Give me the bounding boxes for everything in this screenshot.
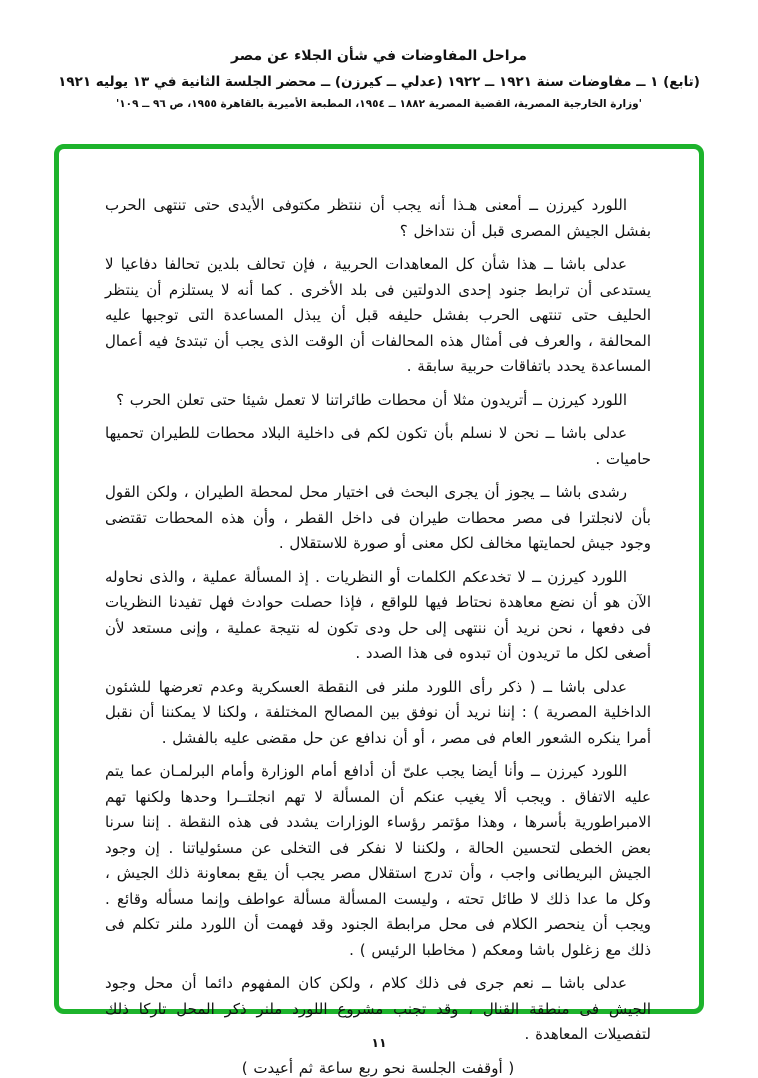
page-number: ١١ xyxy=(371,1035,387,1050)
source-citation: 'وزارة الخارجية المصرية، القضية المصرية ١٨٨٢ ــ ١٩٥٤، المطبعة الأميرية بالقاهرة ١٩٥٥، ص ٩٦ ــ ١٠٩' xyxy=(116,98,642,110)
dialogue-paragraph-curzon-3: اللورد كيرزن ــ لا تخدعكم الكلمات أو النظريات . إذ المسألة عملية ، والذى نحاوله الآن هو أن نضع معاهدة نحتاط فيها للواقع ، فإذا حصلت حوادث فهل تفيدنا النظريات فى دفعها ، نحن نريد أن ننتهى إلى حل ودى تكون له نتيجة عملية ، وإنى مستعد لأن أصغى لكل ما تريدون أن تبدوه فى هذا الصدد . xyxy=(105,567,651,662)
dialogue-paragraph-rushdy-1: رشدى باشا ــ يجوز أن يجرى البحث فى اختيار محل لمحطة الطيران ، ولكن القول بأن لانجلترا فى مصر محطات طيران فى داخل القطر ، وأن هذه المحطات تقتضى وجود جيش لحمايتها مخالف لكل معنى أو صورة للاستقلال . xyxy=(105,483,651,552)
page-title: مراحل المفاوضات في شأن الجلاء عن مصر xyxy=(231,48,527,64)
dialogue-paragraph-adly-2: عدلى باشا ــ نحن لا نسلم بأن تكون لكم فى داخلية البلاد محطات للطيران تحميها حاميات . xyxy=(105,424,651,468)
dialogue-paragraph-curzon-2: اللورد كيرزن ــ أتريدون مثلا أن محطات طائراتنا لا تعمل شيئا حتى تعلن الحرب ؟ xyxy=(116,390,627,409)
dialogue-paragraph-adly-3: عدلى باشا ــ ( ذكر رأى اللورد ملنر فى النقطة العسكرية وعدم تعرضها للشئون الداخلية المصرية ) : إننا نريد أن نوفق بين المصالح المختلفة ، ولكنا لا يمكننا أن نقبل أمرا ينكره الشعور العام فى مصر ، أو أن ندافع عن حل مقضى عليه بالفشل . xyxy=(105,677,651,747)
dialogue-paragraph-curzon-4: اللورد كيرزن ــ وأنا أيضا يجب علىّ أن أدافع أمام الوزارة وأمام البرلمـان عما يتم عليه الاتفاق . ويجب ألا يغيب عنكم أن المسألة لا تهم انجلتــرا وحدها ولكنها تهم الامبراطورية بأسرها ، وهذا مؤتمر رؤساء الوزارات يشدد فى هذه النقطة . إننا سرنا بعض الخطى لتحسين الحالة ، ولكننا لا نفكر فى التخلى عن مسئولياتنا . إن وجود الجيش البريطانى واجب ، وأن تدرج استقلال مصر يجب أن يقع بمعاونة ذلك الجيش ، وكل ما عدا ذلك لا طائل تحته ، وليست المسألة مسألة عواطف وإنما مسأله وقائع . ويجب أن ينحصر الكلام فى محل مرابطة الجنود وقد فهمت أن اللورد ملنر تكلم فى ذلك مع زغلول باشا ومعكم ( مخاطبا الرئيس ) . xyxy=(105,762,651,959)
document-body xyxy=(105,193,651,1078)
session-pause-note: ( أوقفت الجلسة نحو ربع ساعة ثم أعيدت ) xyxy=(241,1058,515,1077)
page-subtitle: (تابع) ١ ــ مفاوضات سنة ١٩٢١ ــ ١٩٢٢ (عدلي ــ كيرزن) ــ محضر الجلسة الثانية في ١٣ يوليه ١٩٢١ xyxy=(58,74,700,90)
dialogue-paragraph-adly-1: عدلى باشا ــ هذا شأن كل المعاهدات الحربية ، فإن تحالف بلدين تحالفا دفاعيا لا يستدعى أن ترابط جنود إحدى الدولتين فى بلد الأخرى . كما أنه لا يستلزم أن ينتظر الحليف حتى تنتهى الحرب بفشل حليفه قبل أن يبذل المساعدة التى توجبها عليه المحالفة ، والعرف فى أمثال هذه المحالفات أن الوقت الذى يجب أن تبتدئ فيه أعمال المساعدة يحدد باتفاقات حربية سابقة . xyxy=(105,255,651,375)
dialogue-paragraph-curzon-1: اللورد كيرزن ــ أمعنى هـذا أنه يجب أن ننتظر مكتوفى الأيدى حتى تنتهى الحرب بفشل الجيش المصرى قبل أن نتداخل ؟ xyxy=(105,196,651,240)
dialogue-paragraph-adly-4: عدلى باشا ــ نعم جرى فى ذلك كلام ، ولكن كان المفهوم دائما أن محل وجود الجيش فى منطقة القنال ، وقد تجنب مشروع اللورد ملنر ذكر المحل تاركا ذلك لتفصيلات المعاهدة . xyxy=(105,974,651,1043)
document-header xyxy=(0,48,758,110)
